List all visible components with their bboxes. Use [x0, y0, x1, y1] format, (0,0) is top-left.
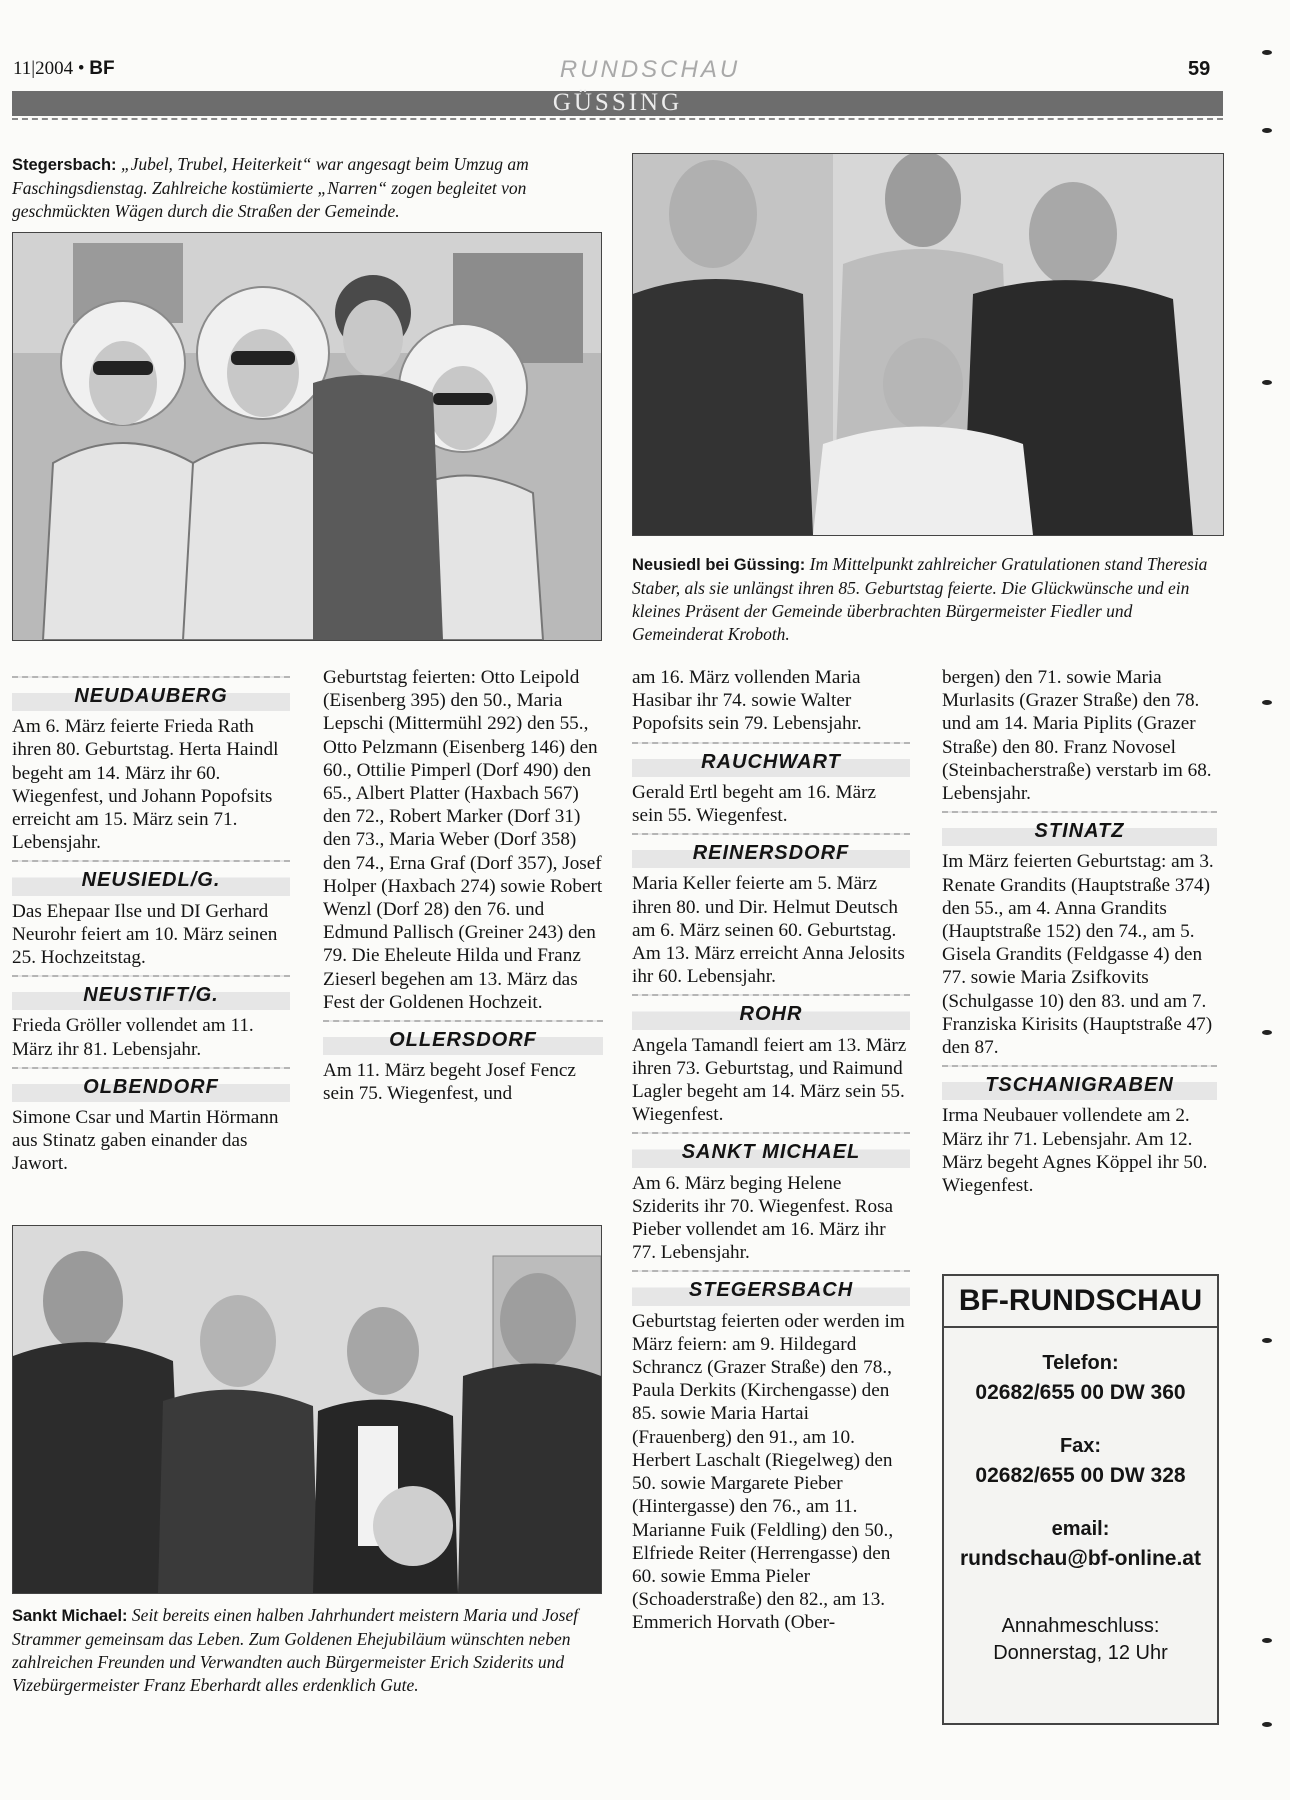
contact-box-divider — [944, 1326, 1217, 1328]
text-olbendorf: Simone Csar und Martin Hörmann aus Stinatz gaben einander das Jawort. — [12, 1107, 279, 1175]
edge-mark — [1262, 1030, 1272, 1035]
phone-label: Telefon: — [1042, 1352, 1119, 1374]
heading-tschanigraben: TSCHANIGRABEN — [942, 1065, 1217, 1100]
text-stegersbach: Geburtstag feierten oder werden im März feiern: am 9. Hildegard Schrancz (Grazer Straße) den 78., Paula Derkits (Kirchengasse) den 85. sowie Maria Hartai (Frauenberg) den 91., am 10. Herbert Laschalt (Riegelweg) den 50. sowie Margarete Pieber (Hintergasse) den 76., am 11. Marianne Fuik (Feldling) den 50., Elfriede Reiter (Herrengasse) den 60. sowie Emma Pieler (Schoaderstraße) den 82., am 13. Emmerich Horvath (Ober- — [632, 1310, 905, 1634]
text-ollersdorf-continued: am 16. März vollenden Maria Hasibar ihr 74. sowie Walter Popofsits sein 79. Lebensjahr. — [632, 667, 862, 735]
neusiedl-caption: Neusiedl bei Güssing: Im Mittelpunkt zahlreicher Gratulationen stand Theresia Staber, als sie unlängst ihren 85. Geburtstag feierte. Die Glückwünsche und ein kleines Präsent der Gemeinde überbrachten Bürgermeister Fiedler und Gemeinderat Kroboth. — [632, 554, 1208, 644]
section-title: RUNDSCHAU — [559, 56, 741, 83]
heading-sankt-michael: SANKT MICHAEL — [632, 1132, 910, 1167]
birthday-photo — [632, 153, 1224, 536]
brand-label: BF — [89, 58, 115, 79]
fax-number: 02682/655 00 DW 328 — [975, 1464, 1186, 1487]
golden-wedding-photo-graphic — [13, 1226, 601, 1593]
column-1 — [12, 670, 290, 1176]
golden-wedding-photo — [12, 1225, 602, 1594]
text-neudauberg: Am 6. März feierte Frieda Rath ihren 80. Geburtstag. Herta Haindl begeht am 14. März ihr 60. Wiegenfest, und Johann Popofsits erreicht am 15. März sein 71. Lebensjahr. — [12, 716, 279, 854]
text-reinersdorf: Maria Keller feierte am 5. März ihren 80. und Dir. Helmut Deutsch am 6. März seinen 60. Geburtstag. Am 13. März erreicht Anna Jelosits ihr 60. Lebensjahr. — [632, 873, 905, 988]
heading-ollersdorf: OLLERSDORF — [323, 1020, 603, 1055]
contact-box — [942, 1274, 1219, 1725]
email-address: rundschau@bf-online.at — [960, 1547, 1201, 1570]
edge-mark — [1262, 700, 1272, 705]
heading-rauchwart: RAUCHWART — [632, 742, 910, 777]
edge-mark — [1262, 50, 1272, 55]
fax-label: Fax: — [1059, 1435, 1102, 1457]
heading-stegersbach: STEGERSBACH — [632, 1270, 910, 1305]
heading-neudauberg: NEUDAUBERG — [12, 676, 290, 711]
heading-stinatz: STINATZ — [942, 811, 1217, 846]
heading-rohr: ROHR — [632, 994, 910, 1029]
column-3 — [632, 666, 910, 1635]
edge-mark — [1262, 1638, 1272, 1643]
region-title: GÜSSING — [552, 89, 683, 116]
text-rohr: Angela Tamandl feiert am 13. März ihren 73. Geburtstag, und Raimund Lagler begeht am 14. März sein 55. Wiegenfest. — [632, 1034, 907, 1126]
carnival-photo-graphic — [13, 233, 601, 640]
heading-neustift: NEUSTIFT/G. — [12, 975, 290, 1010]
text-sankt-michael: Am 6. März beging Helene Sziderits ihr 70. Wiegenfest. Rosa Pieber vollendet am 16. März ihr 77. Lebensjahr. — [632, 1172, 894, 1264]
text-eisenberg-continued: Geburtstag feierten: Otto Leipold (Eisenberg 395) den 50., Maria Lepschi (Mittermühl 292) den 55., Otto Pelzmann (Eisenberg 146) den 60., Ottilie Pimperl (Dorf 490) den 65., Albert Platter (Haxbach 567) den 72., Robert Marker (Dorf 31) den 73., Maria Weber (Dorf 358) den 74., Erna Graf (Dorf 357), Josef Holper (Haxbach 274) sowie Robert Wenzl (Dorf 28) den 76. und Edmund Pallisch (Greiner 243) den 79. Die Eheleute Hilda und Franz Zieserl begehen am 13. März das Fest der Goldenen Hochzeit. — [323, 667, 603, 1013]
text-neustift: Frieda Gröller vollendet am 11. März ihr 81. Lebensjahr. — [12, 1015, 254, 1060]
birthday-photo-graphic — [633, 154, 1223, 535]
stegersbach-caption: Stegersbach: „Jubel, Trubel, Heiterkeit“ war angesagt beim Umzug am Faschingsdienstag. Zahlreiche kostümierte „Narren“ zogen begleitet von geschmückten Wägen durch die Straßen der Gemeinde. — [12, 154, 529, 221]
column-4 — [942, 666, 1217, 1197]
deadline-value: Donnerstag, 12 Uhr — [993, 1642, 1168, 1664]
deadline-label: Annahmeschluss: — [1001, 1615, 1160, 1637]
edge-mark — [1262, 1722, 1272, 1727]
text-tschanigraben: Irma Neubauer vollendete am 2. März ihr 71. Lebensjahr. Am 12. März begeht Agnes Köppel ihr 50. Wiegenfest. — [942, 1105, 1208, 1197]
edge-mark — [1262, 128, 1272, 133]
column-2 — [323, 666, 603, 1106]
text-stinatz: Im März feierten Geburtstag: am 3. Renate Grandits (Hauptstraße 374) den 55., am 4. Anna Grandits (Hauptstraße 152) den 74., am 5. Gisela Grandits (Feldgasse 4) den 77. sowie Maria Zsifkovits (Schulgasse 10) den 83. und am 7. Franziska Kirisits (Hauptstraße 47) den 87. — [942, 851, 1214, 1059]
page-number: 59 — [1188, 58, 1211, 80]
edge-mark — [1262, 1338, 1272, 1343]
phone-number: 02682/655 00 DW 360 — [975, 1381, 1186, 1404]
edge-mark — [1262, 380, 1272, 385]
heading-neusiedl: NEUSIEDL/G. — [12, 860, 290, 895]
text-neusiedl: Das Ehepaar Ilse und DI Gerhard Neurohr feiert am 10. März seinen 25. Hochzeitstag. — [12, 900, 278, 969]
contact-box-title: BF-RUNDSCHAU — [958, 1284, 1203, 1317]
heading-olbendorf: OLBENDORF — [12, 1067, 290, 1102]
text-rauchwart: Gerald Ertl begeht am 16. März sein 55. Wiegenfest. — [632, 781, 877, 827]
issue-date: 11|2004 • BF — [13, 58, 115, 79]
heading-reinersdorf: REINERSDORF — [632, 833, 910, 868]
email-label: email: — [1051, 1518, 1110, 1540]
text-stegersbach-continued: bergen) den 71. sowie Maria Murlasits (Grazer Straße) den 78. und am 14. Maria Piplits (Grazer Straße) den 80. Franz Novosel (Steinbacherstraße) verstarb im 68. Lebensjahr. — [942, 667, 1212, 805]
header-divider — [12, 118, 1223, 120]
sankt-michael-caption: Sankt Michael: Seit bereits einen halben Jahrhundert meistern Maria und Josef Strammer gemeinsam das Leben. Zum Goldenen Ehejubiläum wünschten neben zahlreichen Freunden und Verwandten auch Bürgermeister Erich Sziderits und Vizebürgermeister Franz Eberhardt alles erdenklich Gute. — [12, 1605, 579, 1695]
text-ollersdorf: Am 11. März begeht Josef Fencz sein 75. Wiegenfest, und — [323, 1060, 576, 1105]
carnival-photo — [12, 232, 602, 641]
